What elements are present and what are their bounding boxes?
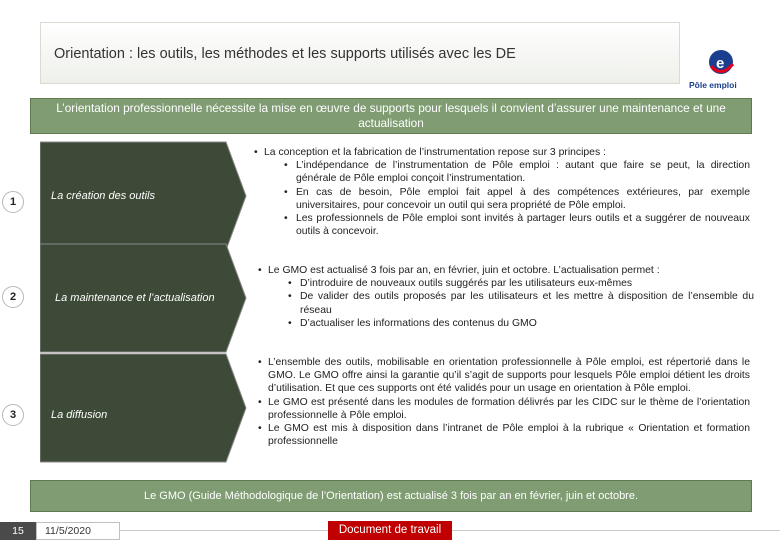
step-3-bullets (256, 356, 750, 448)
list-item: • Le GMO est actualisé 3 fois par an, en février, juin et octobre. L’actualisation permet : (256, 264, 754, 277)
summary-text: Le GMO (Guide Méthodologique de l’Orientation) est actualisé 3 fois par an en février, juin et octobre. (143, 490, 639, 502)
page-number: 15 (0, 522, 36, 540)
step-1-number: 1 (2, 191, 24, 213)
list-item: • La conception et la fabrication de l’instrumentation repose sur 3 principes : (252, 146, 750, 159)
footer-date: 11/5/2020 (36, 522, 120, 540)
step-2-number: 2 (2, 286, 24, 308)
document-status-badge: Document de travail (328, 521, 452, 540)
list-item: • De valider des outils proposés par les utilisateurs et les mettre à disposition de l’ensemble du réseau (256, 290, 754, 316)
list-item: • En cas de besoin, Pôle emploi fait appel à des compétences extérieures, par exemple universitaires, pour concevoir un outil qui sera propriété de Pôle emploi. (252, 186, 750, 212)
list-item: • Les professionnels de Pôle emploi sont invités à partager leurs outils et a suggérer de nouveaux outils à concevoir. (252, 212, 750, 238)
list-item: • Le GMO est présenté dans les modules de formation délivrés par les CIDC sur le thème de l’orientation professionnelle à Pôle emploi. (256, 396, 750, 422)
step-3-label: La diffusion (51, 409, 108, 421)
step-3-number: 3 (2, 404, 24, 426)
logo-label: Pôle emploi (689, 80, 737, 90)
list-item: • Le GMO est mis à disposition dans l’intranet de Pôle emploi à la rubrique « Orientation et formation professionnelle (256, 422, 750, 448)
list-item: • L’indépendance de l’instrumentation de Pôle emploi : autant que faire se peut, la direction générale de Pôle emploi conçoit l’instrumentation. (252, 159, 750, 185)
list-item: • L’ensemble des outils, mobilisable en orientation professionnelle à Pôle emploi, est répertorié dans le GMO. Le GMO offre ainsi la garantie qu’il s’agit de supports pour lesquels Pôle emploi détient les droits d’utilisation. Et que ces supports ont été validés pour un usage en orientation à Pôle emploi. (256, 356, 750, 396)
step-3-arrow (40, 352, 248, 464)
intro-text: L’orientation professionnelle nécessite la mise en œuvre de supports pour lesquels il convient d’assurer une maintenance et une actualisation (56, 101, 726, 130)
page-title: Orientation : les outils, les méthodes et les supports utilisés avec les DE (54, 46, 516, 62)
step-1-bullets (252, 146, 750, 238)
step-2-bullets (256, 264, 754, 330)
list-item: • D’actualiser les informations des contenus du GMO (256, 317, 754, 330)
step-2-label: La maintenance et l’actualisation (55, 292, 215, 304)
list-item: • D’introduire de nouveaux outils suggérés par les utilisateurs eux-mêmes (256, 277, 754, 290)
step-1-label: La création des outils (51, 190, 155, 202)
svg-text:e: e (716, 55, 725, 72)
